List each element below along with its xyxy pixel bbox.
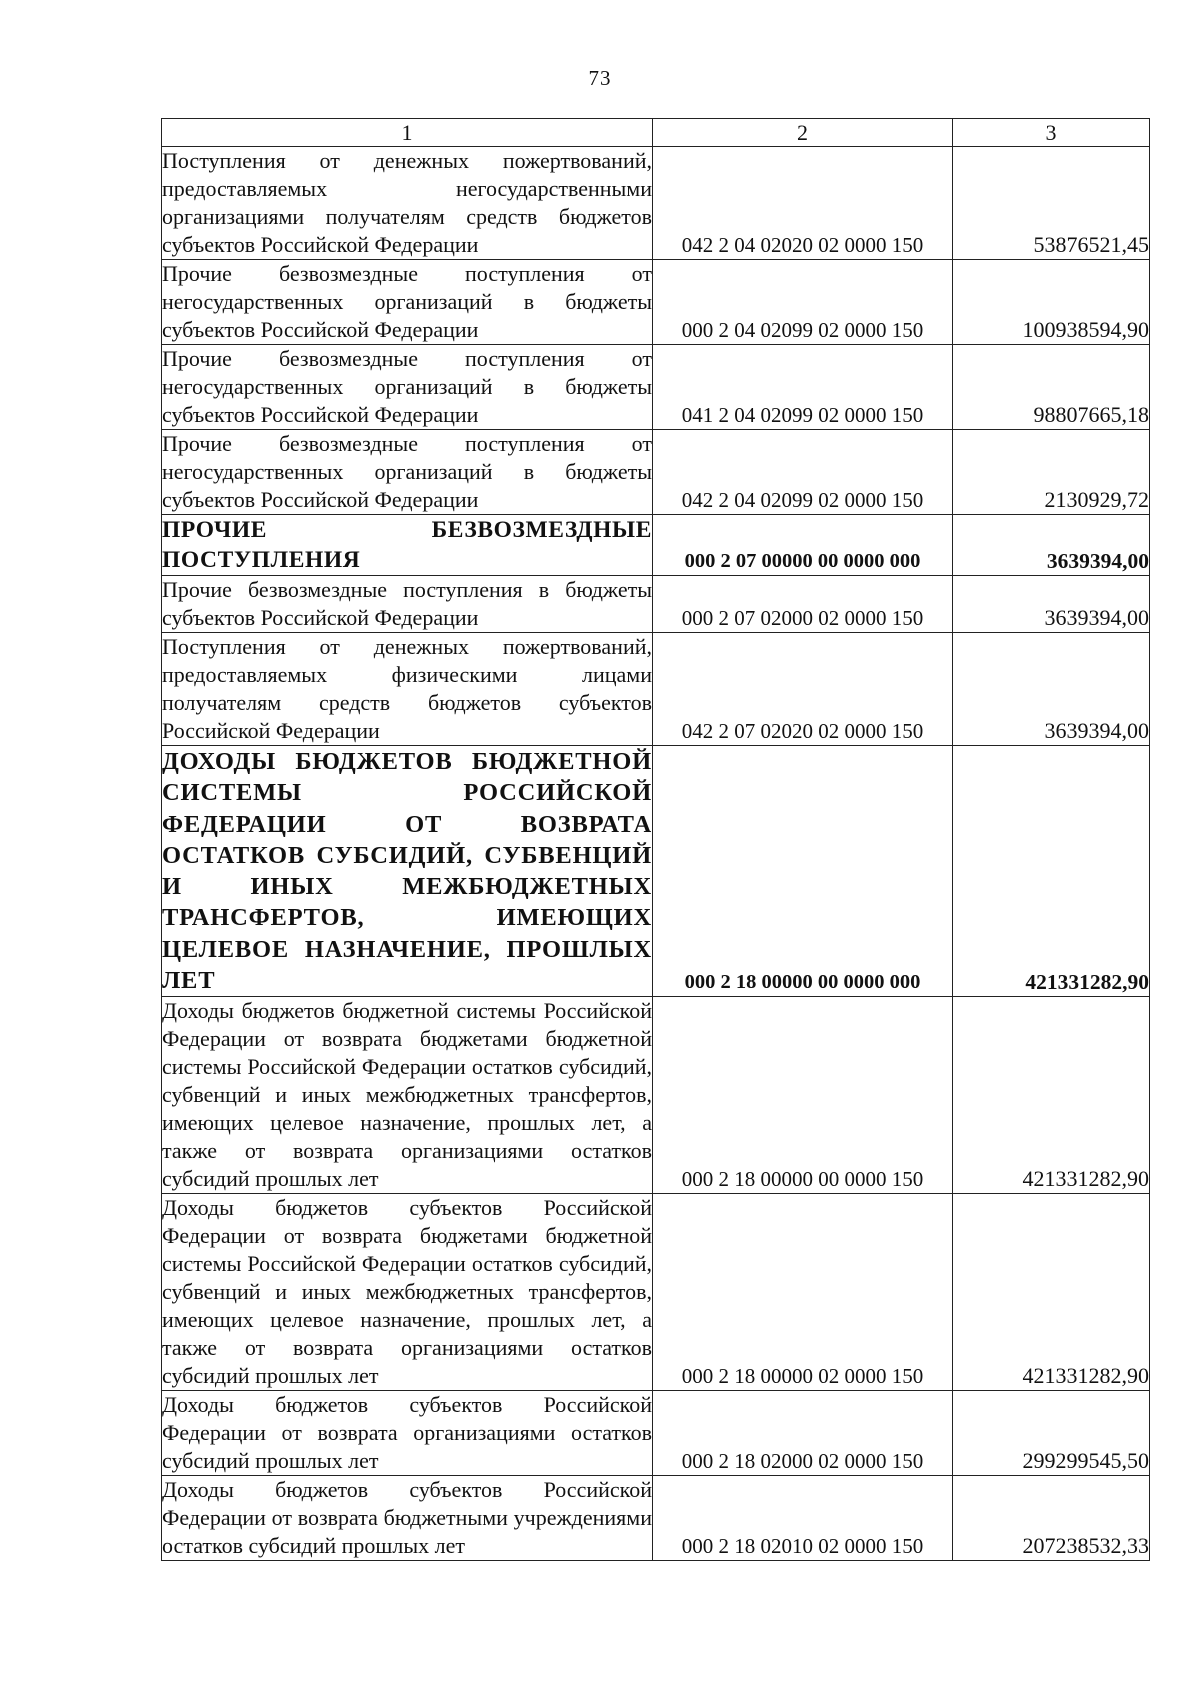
row-amount: 421331282,90 xyxy=(953,746,1150,997)
row-description: Доходы бюджетов субъектов Российской Федерации от возврата бюджетными учреждениями остатков субсидий прошлых лет xyxy=(162,1476,653,1561)
table-row xyxy=(162,633,1150,746)
row-description: Прочие безвозмездные поступления от негосударственных организаций в бюджеты субъектов Российской Федерации xyxy=(162,430,653,515)
row-amount: 98807665,18 xyxy=(953,345,1150,430)
row-amount: 53876521,45 xyxy=(953,147,1150,260)
row-amount: 3639394,00 xyxy=(953,633,1150,746)
row-description: Поступления от денежных пожертвований, предоставляемых негосударственными организациями получателям средств бюджетов субъектов Российской Федерации xyxy=(162,147,653,260)
row-amount: 299299545,50 xyxy=(953,1391,1150,1476)
table-header-row xyxy=(162,119,1150,147)
row-code: 000 2 07 02000 02 0000 150 xyxy=(653,576,953,633)
table-row xyxy=(162,576,1150,633)
table-row xyxy=(162,1194,1150,1391)
row-amount: 207238532,33 xyxy=(953,1476,1150,1561)
table-row-section-heading xyxy=(162,515,1150,576)
row-amount: 2130929,72 xyxy=(953,430,1150,515)
row-description: Прочие безвозмездные поступления от негосударственных организаций в бюджеты субъектов Российской Федерации xyxy=(162,260,653,345)
row-amount: 3639394,00 xyxy=(953,576,1150,633)
page-number: 73 xyxy=(588,66,612,90)
row-code: 000 2 18 00000 00 0000 000 xyxy=(653,746,953,997)
table-row-section-heading xyxy=(162,746,1150,997)
table-row xyxy=(162,997,1150,1194)
row-description: Поступления от денежных пожертвований, предоставляемых физическими лицами получателям средств бюджетов субъектов Российской Федерации xyxy=(162,633,653,746)
row-code: 000 2 18 02000 02 0000 150 xyxy=(653,1391,953,1476)
row-code: 000 2 04 02099 02 0000 150 xyxy=(653,260,953,345)
section-heading: ДОХОДЫ БЮДЖЕТОВ БЮДЖЕТНОЙ СИСТЕМЫ РОССИЙСКОЙ ФЕДЕРАЦИИ ОТ ВОЗВРАТА ОСТАТКОВ СУБСИДИЙ, СУБВЕНЦИЙ И ИНЫХ МЕЖБЮДЖЕТНЫХ ТРАНСФЕРТОВ, ИМЕЮЩИХ ЦЕЛЕВОЕ НАЗНАЧЕНИЕ, ПРОШЛЫХ ЛЕТ xyxy=(162,746,653,997)
row-code: 000 2 18 00000 00 0000 150 xyxy=(653,997,953,1194)
row-code: 042 2 04 02099 02 0000 150 xyxy=(653,430,953,515)
row-description: Доходы бюджетов субъектов Российской Федерации от возврата организациями остатков субсидий прошлых лет xyxy=(162,1391,653,1476)
row-code: 041 2 04 02099 02 0000 150 xyxy=(653,345,953,430)
row-code: 042 2 04 02020 02 0000 150 xyxy=(653,147,953,260)
row-description: Доходы бюджетов бюджетной системы Российской Федерации от возврата бюджетами бюджетной системы Российской Федерации остатков субсидий, субвенций и иных межбюджетных трансфертов, имеющих целевое назначение, прошлых лет, а также от возврата организациями остатков субсидий прошлых лет xyxy=(162,997,653,1194)
row-amount: 421331282,90 xyxy=(953,997,1150,1194)
row-description: Прочие безвозмездные поступления в бюджеты субъектов Российской Федерации xyxy=(162,576,653,633)
row-description: Прочие безвозмездные поступления от негосударственных организаций в бюджеты субъектов Российской Федерации xyxy=(162,345,653,430)
table-row xyxy=(162,147,1150,260)
row-amount: 100938594,90 xyxy=(953,260,1150,345)
row-code: 000 2 18 02010 02 0000 150 xyxy=(653,1476,953,1561)
row-amount: 3639394,00 xyxy=(953,515,1150,576)
table-row xyxy=(162,1391,1150,1476)
table-row xyxy=(162,1476,1150,1561)
row-amount: 421331282,90 xyxy=(953,1194,1150,1391)
column-header-3: 3 xyxy=(953,119,1150,147)
table-row xyxy=(162,430,1150,515)
row-code: 000 2 07 00000 00 0000 000 xyxy=(653,515,953,576)
row-code: 042 2 07 02020 02 0000 150 xyxy=(653,633,953,746)
budget-revenue-table xyxy=(161,118,1150,1561)
table-row xyxy=(162,260,1150,345)
table-row xyxy=(162,345,1150,430)
column-header-2: 2 xyxy=(653,119,953,147)
section-heading: ПРОЧИЕ БЕЗВОЗМЕЗДНЫЕ ПОСТУПЛЕНИЯ xyxy=(162,515,653,576)
row-description: Доходы бюджетов субъектов Российской Федерации от возврата бюджетами бюджетной системы Российской Федерации остатков субсидий, субвенций и иных межбюджетных трансфертов, имеющих целевое назначение, прошлых лет, а также от возврата организациями остатков субсидий прошлых лет xyxy=(162,1194,653,1391)
row-code: 000 2 18 00000 02 0000 150 xyxy=(653,1194,953,1391)
column-header-1: 1 xyxy=(162,119,653,147)
